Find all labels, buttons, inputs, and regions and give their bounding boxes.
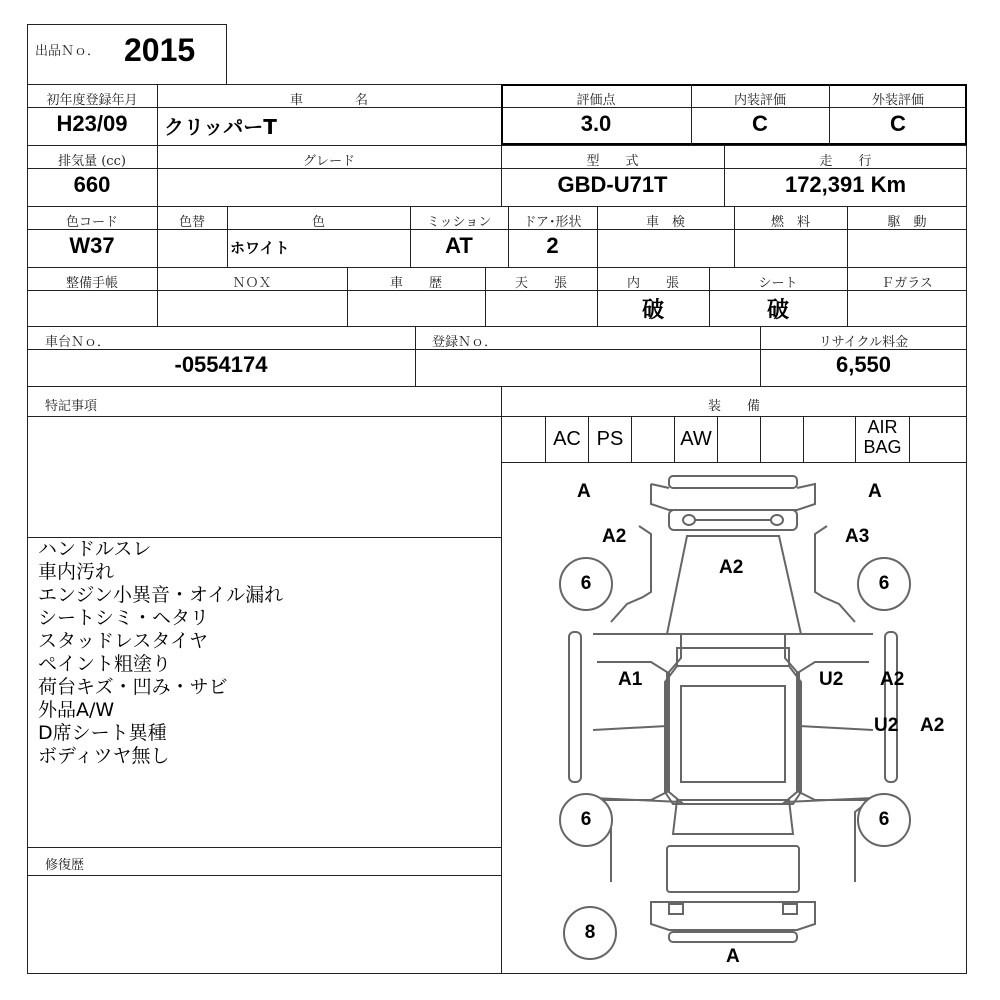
nox-label: ＮＯＸ: [232, 276, 272, 291]
damage-mark: A: [577, 481, 591, 502]
exterior-grade-value: C: [890, 111, 906, 136]
front-glass-label: Ｆガラス: [881, 276, 933, 291]
damage-mark: A2: [602, 526, 627, 547]
damage-mark: U2: [819, 669, 844, 690]
lot-number-value: 2015: [124, 32, 196, 68]
damage-mark: A2: [920, 715, 945, 736]
inner-trim-label: 内 張: [626, 276, 679, 291]
notes-label: 特記事項: [45, 399, 98, 414]
equipment-label: 装 備: [707, 399, 760, 414]
car-name-value: クリッパーT: [164, 115, 277, 139]
tire-front-left: 6: [559, 557, 613, 611]
mileage-label: 走 行: [819, 154, 872, 169]
color-code-label: 色コード: [65, 215, 118, 230]
damage-mark: A: [726, 946, 740, 967]
repaint-label: 色替: [178, 215, 205, 230]
door-shape-label: ドア･形状: [523, 215, 582, 230]
score-value: 3.0: [580, 111, 612, 136]
equipment-ac: AC: [553, 428, 581, 450]
repair-history-label: 修復歴: [45, 858, 85, 873]
note-line: エンジン小異音・オイル漏れ: [38, 584, 284, 606]
history-label: 車 歴: [389, 276, 442, 291]
tire-rear-left: 6: [559, 793, 613, 847]
inspection-label: 車 検: [645, 215, 685, 230]
registration-number-label: 登録Ｎｏ．: [432, 335, 498, 350]
tire-spare: 8: [563, 906, 617, 960]
note-line: ハンドルスレ: [38, 538, 152, 560]
damage-mark: A2: [719, 557, 744, 578]
grade-label: グレード: [302, 154, 355, 169]
note-line: D席シート異種: [38, 722, 167, 744]
transmission-label: ミッション: [426, 215, 492, 230]
chassis-number-value: -0554174: [174, 352, 268, 377]
equipment-ps: PS: [596, 428, 624, 450]
maintenance-book-label: 整備手帳: [65, 276, 118, 291]
note-line: ペイント粗塗り: [38, 653, 172, 675]
damage-mark: U2: [874, 715, 899, 736]
equipment-aw: AW: [680, 428, 712, 450]
reg-date-label: 初年度登録年月: [46, 93, 138, 108]
note-line: スタッドレスタイヤ: [38, 630, 209, 652]
door-shape-value: 2: [546, 233, 559, 258]
seat-value: 破: [766, 298, 789, 323]
ceiling-label: 天 張: [514, 276, 567, 291]
mileage-value: 172,391 Km: [784, 172, 907, 197]
lot-number-label: 出品Ｎｏ．: [35, 44, 101, 59]
damage-mark: A2: [880, 669, 905, 690]
damage-mark: A1: [618, 669, 643, 690]
color-code-value: W37: [69, 233, 115, 258]
exterior-grade-label: 外装評価: [871, 93, 924, 108]
note-line: シートシミ・ヘタリ: [38, 607, 210, 629]
model-code-value: GBD-U71T: [557, 172, 668, 197]
recycle-fee-label: リサイクル料金: [818, 335, 909, 350]
recycle-fee-value: 6,550: [835, 352, 892, 377]
note-line: 荷台キズ・凹み・サビ: [38, 676, 228, 698]
damage-mark: A3: [845, 526, 870, 547]
fuel-label: 燃 料: [770, 215, 810, 230]
model-code-label: 型 式: [586, 154, 639, 169]
tire-front-right: 6: [857, 557, 911, 611]
displacement-value: 660: [73, 172, 111, 197]
interior-grade-label: 内装評価: [733, 93, 786, 108]
car-name-label: 車 名: [289, 93, 368, 108]
transmission-value: AT: [445, 233, 473, 258]
reg-date-value: H23/09: [56, 111, 128, 136]
note-line: 車内汚れ: [38, 561, 115, 583]
seat-label: シート: [758, 276, 798, 291]
damage-mark: A: [868, 481, 882, 502]
color-value: ホワイト: [230, 239, 290, 257]
displacement-label: 排気量 (cc): [58, 154, 126, 169]
chassis-number-label: 車台Ｎｏ．: [45, 335, 111, 350]
color-label: 色: [311, 215, 325, 230]
note-line: ボディツヤ無し: [38, 745, 170, 767]
interior-grade-value: C: [752, 111, 768, 136]
equipment-airbag: AIR BAG: [863, 417, 902, 457]
score-label: 評価点: [576, 93, 616, 108]
drive-label: 駆 動: [887, 215, 927, 230]
note-line: 外品A/W: [38, 699, 115, 721]
inner-trim-value: 破: [641, 298, 664, 323]
tire-rear-right: 6: [857, 793, 911, 847]
